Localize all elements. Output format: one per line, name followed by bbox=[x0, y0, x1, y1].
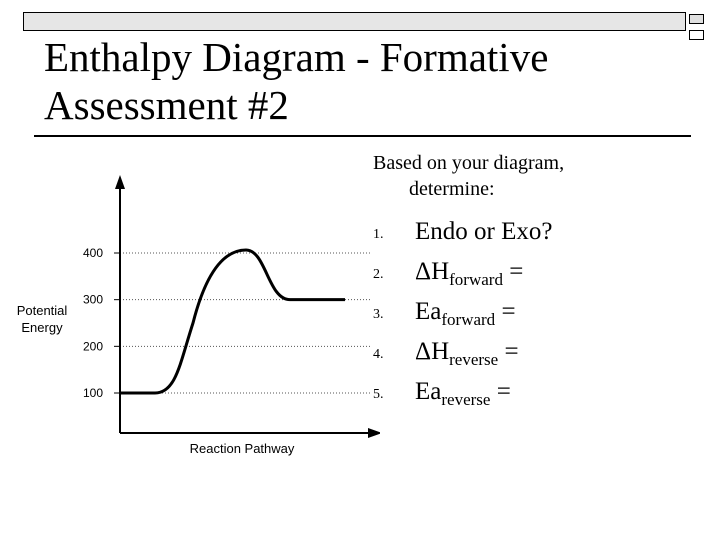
energy-curve bbox=[120, 250, 345, 393]
y-tick-label: 300 bbox=[82, 292, 103, 307]
question-text: $Ea_{reverse}$ = bbox=[415, 378, 511, 409]
x-axis-label: Reaction Pathway bbox=[189, 441, 295, 456]
axes bbox=[115, 175, 380, 438]
question-text: $\Delta H_{forward}$ = bbox=[415, 258, 524, 289]
y-axis-label: Potential Energy bbox=[16, 303, 68, 335]
question-item bbox=[373, 297, 713, 337]
enthalpy-diagram bbox=[0, 160, 380, 470]
question-number: 2. bbox=[373, 267, 384, 282]
y-ticks bbox=[83, 246, 120, 400]
instructions-line-1: Based on your diagram, bbox=[373, 152, 565, 174]
x-axis-arrow bbox=[368, 428, 380, 438]
question-number: 3. bbox=[373, 307, 384, 322]
grid-lines bbox=[120, 253, 372, 393]
question-list bbox=[373, 217, 713, 417]
y-tick-label: 400 bbox=[82, 246, 103, 260]
decorative-square-1 bbox=[689, 14, 704, 24]
title-divider bbox=[34, 135, 691, 137]
instructions bbox=[373, 150, 693, 202]
question-text: $Ea_{forward}$ = bbox=[415, 298, 516, 329]
y-tick-label: 200 bbox=[82, 339, 103, 354]
question-item bbox=[373, 257, 713, 297]
question-number: 5. bbox=[373, 387, 384, 402]
question-text: Endo or Exo? bbox=[415, 218, 553, 245]
question-number: 1. bbox=[373, 227, 384, 242]
question-item bbox=[373, 217, 713, 257]
y-tick-label: 100 bbox=[82, 386, 103, 400]
decorative-square-2 bbox=[689, 30, 704, 40]
slide-title: Enthalpy Diagram - Formative Assessment #2 bbox=[44, 34, 549, 128]
question-item bbox=[373, 337, 713, 377]
question-item bbox=[373, 377, 713, 417]
energy-curve-layer bbox=[120, 250, 345, 393]
instructions-line-2: determine: bbox=[409, 178, 495, 200]
decorative-title-bar bbox=[23, 12, 686, 31]
question-number: 4. bbox=[373, 347, 384, 362]
question-text: $\Delta H_{reverse}$ = bbox=[415, 338, 519, 369]
y-axis-arrow bbox=[115, 175, 125, 189]
